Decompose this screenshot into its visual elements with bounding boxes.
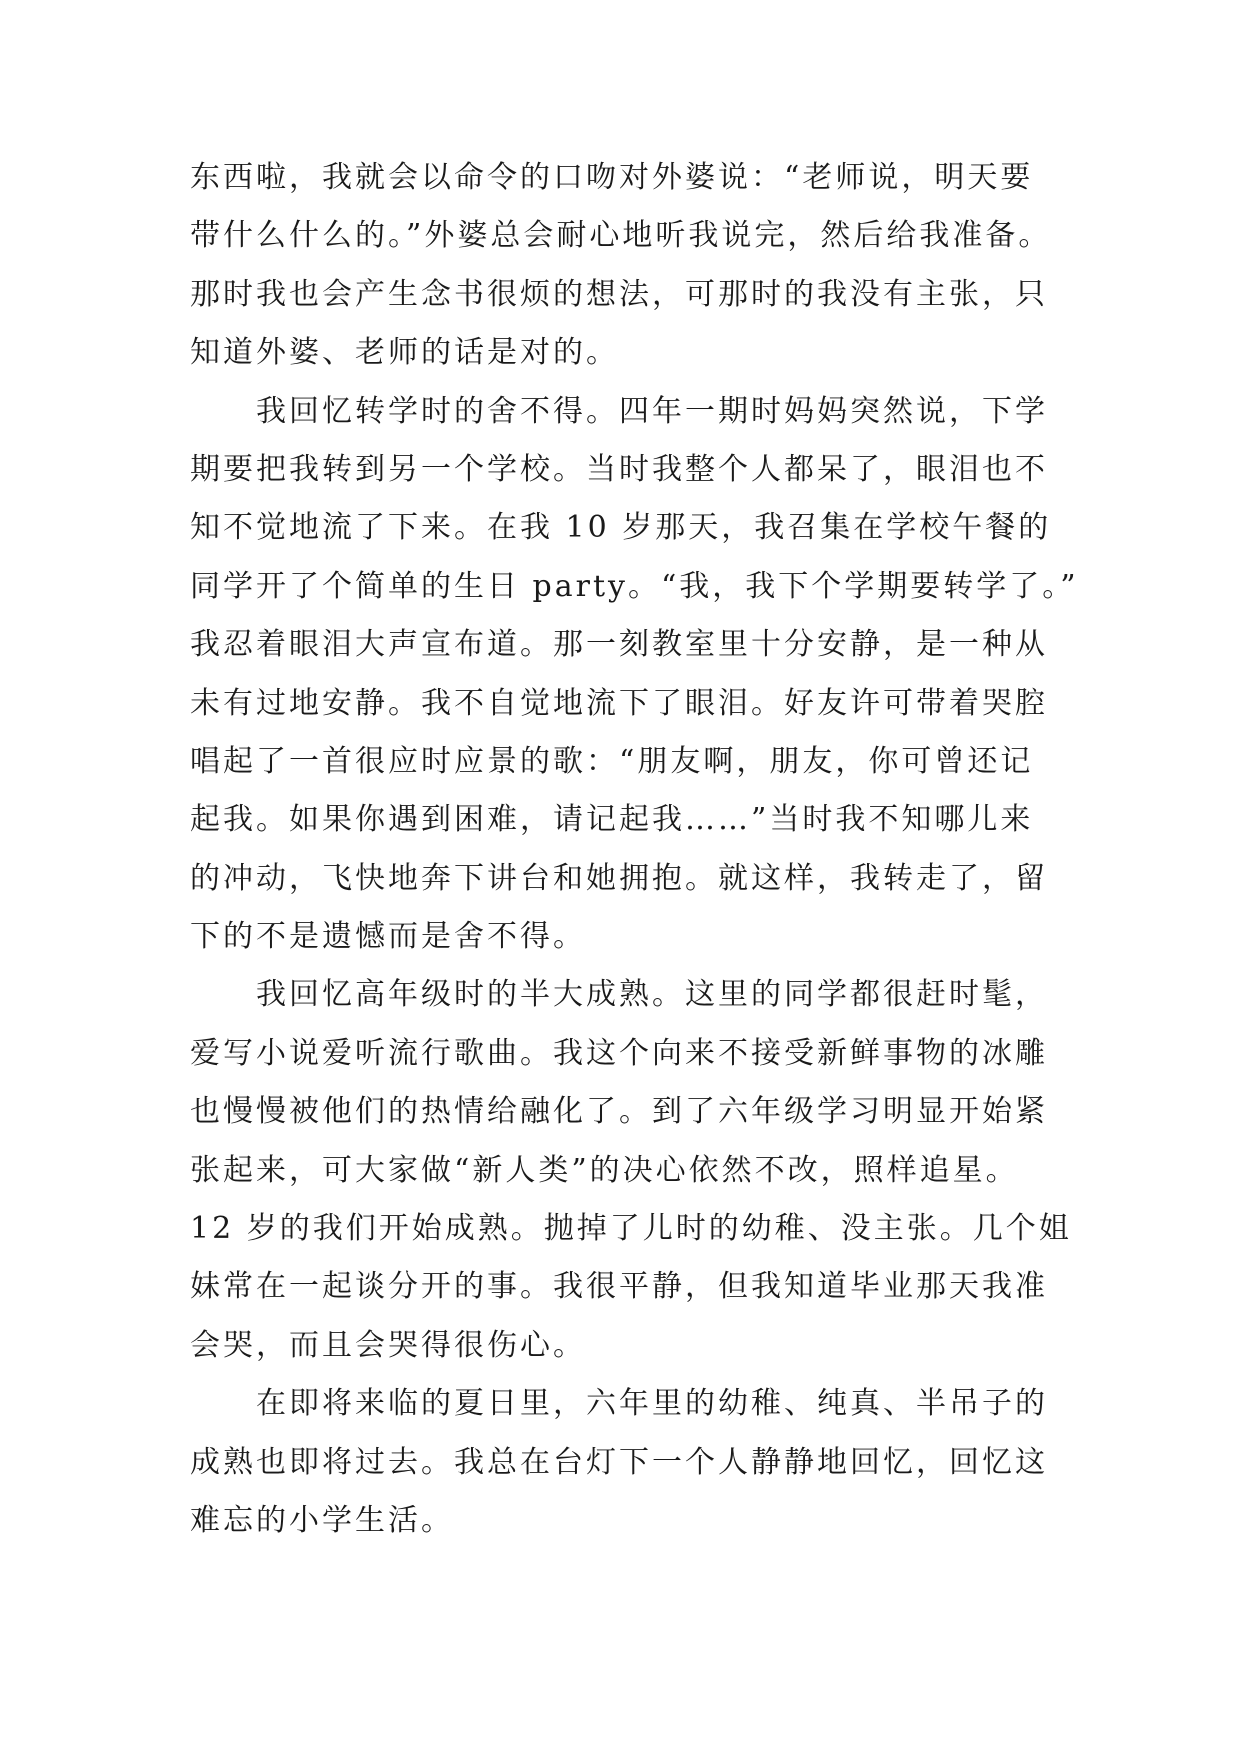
text-line: 我回忆高年级时的半大成熟。这里的同学都很赶时髦， bbox=[256, 977, 1048, 1013]
text-line: 成熟也即将过去。我总在台灯下一个人静静地回忆，回忆这 bbox=[190, 1444, 1048, 1480]
text-line: 妹常在一起谈分开的事。我很平静，但我知道毕业那天我准 bbox=[190, 1269, 1048, 1305]
paragraph-3 bbox=[190, 975, 1072, 1384]
paragraph-1 bbox=[190, 158, 1052, 392]
text-line: 张起来，可大家做“新人类”的决心依然不改，照样追星。 bbox=[190, 1152, 1019, 1188]
paragraph-2 bbox=[190, 392, 1079, 976]
text-line: 爱写小说爱听流行歌曲。我这个向来不接受新鲜事物的冰雕 bbox=[190, 1035, 1048, 1071]
text-line: 东西啦，我就会以命令的口吻对外婆说：“老师说，明天要 bbox=[190, 160, 1034, 195]
paragraph-4 bbox=[190, 1384, 1052, 1559]
essay-body bbox=[190, 158, 1079, 1559]
text-line: 带什么什么的。”外婆总会耐心地听我说完，然后给我准备。 bbox=[190, 218, 1052, 254]
text-line: 难忘的小学生活。 bbox=[190, 1502, 454, 1538]
text-line: 期要把我转到另一个学校。当时我整个人都呆了，眼泪也不 bbox=[190, 451, 1048, 487]
text-line: 那时我也会产生念书很烦的想法，可那时的我没有主张，只 bbox=[190, 276, 1048, 312]
text-line: 起我。如果你遇到困难，请记起我……”当时我不知哪儿来 bbox=[190, 802, 1034, 838]
text-line: 的冲动，飞快地奔下讲台和她拥抱。就这样，我转走了，留 bbox=[190, 860, 1048, 896]
text-line: 唱起了一首很应时应景的歌：“朋友啊，朋友，你可曾还记 bbox=[190, 743, 1034, 779]
text-line: 在即将来临的夏日里，六年里的幼稚、纯真、半吊子的 bbox=[256, 1386, 1048, 1422]
text-line: 也慢慢被他们的热情给融化了。到了六年级学习明显开始紧 bbox=[190, 1094, 1048, 1130]
text-line: 我回忆转学时的舍不得。四年一期时妈妈突然说，下学 bbox=[256, 393, 1048, 429]
text-line: 同学开了个简单的生日 party。“我，我下个学期要转学了。” bbox=[190, 568, 1079, 604]
text-line: 未有过地安静。我不自觉地流下了眼泪。好友许可带着哭腔 bbox=[190, 685, 1048, 721]
text-line: 知不觉地流了下来。在我 10 岁那天，我召集在学校午餐的 bbox=[190, 510, 1052, 546]
text-line: 下的不是遗憾而是舍不得。 bbox=[190, 919, 586, 955]
text-line: 知道外婆、老师的话是对的。 bbox=[190, 335, 619, 371]
text-line: 12 岁的我们开始成熟。抛掉了儿时的幼稚、没主张。几个姐 bbox=[190, 1211, 1072, 1247]
text-line: 我忍着眼泪大声宣布道。那一刻教室里十分安静，是一种从 bbox=[190, 627, 1048, 663]
text-line: 会哭，而且会哭得很伤心。 bbox=[190, 1327, 586, 1363]
